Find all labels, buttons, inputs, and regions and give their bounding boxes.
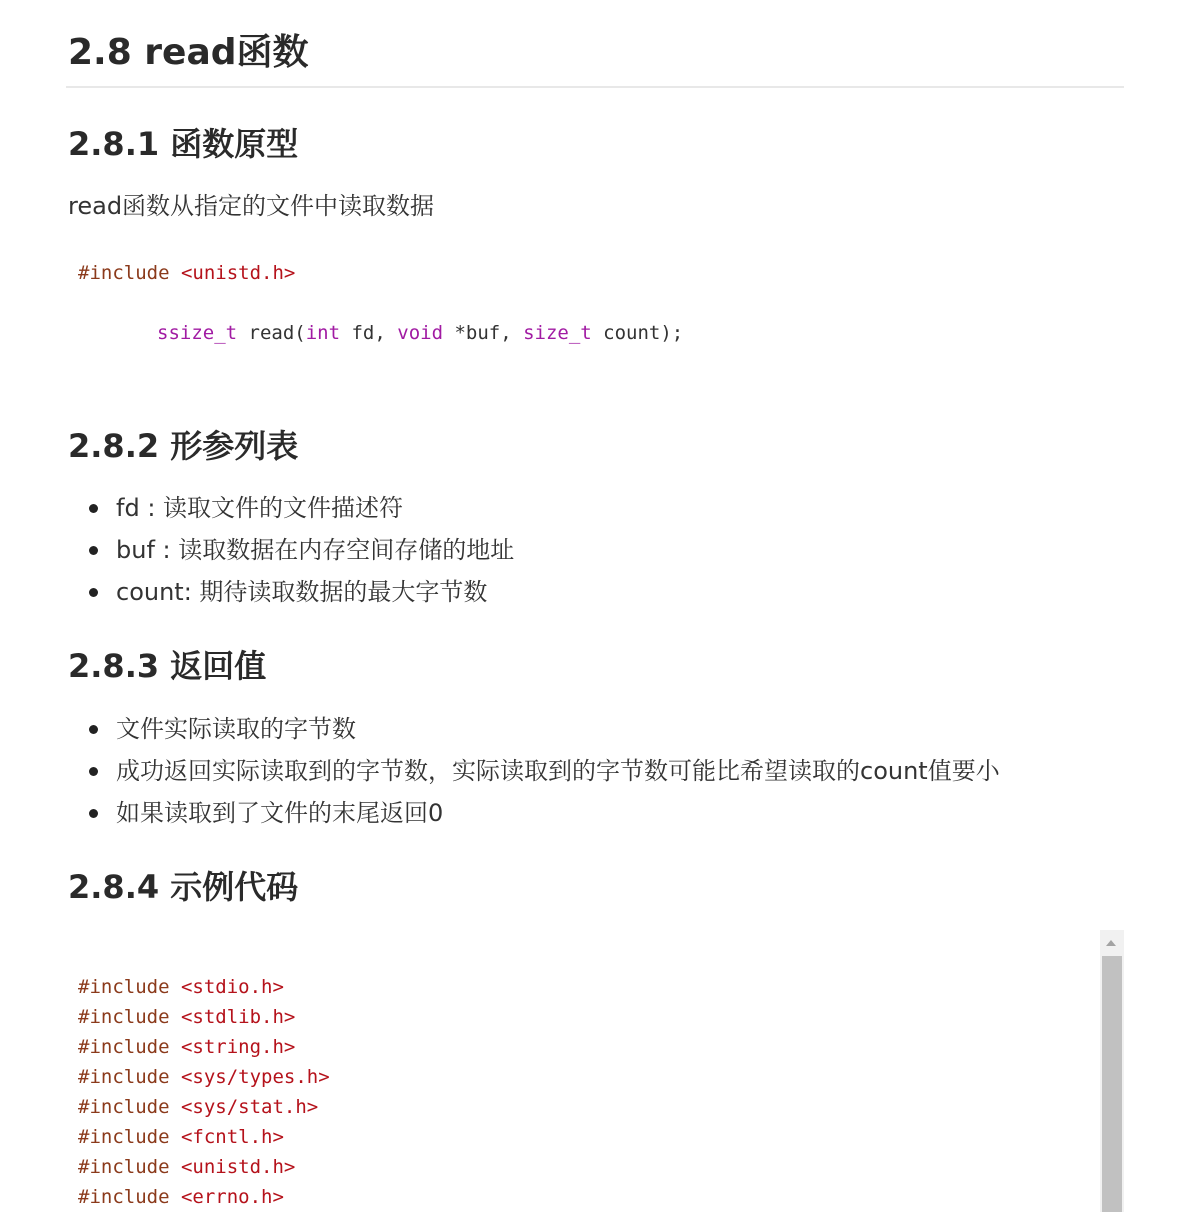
heading-returns: 2.8.3 返回值 xyxy=(68,647,267,685)
list-item: fd : 读取文件的文件描述符 xyxy=(68,487,514,529)
list-item: 成功返回实际读取到的字节数，实际读取到的字节数可能比希望读取的count值要小 xyxy=(68,750,1000,792)
code-param1-type: int xyxy=(305,322,341,344)
code-scrollbar[interactable] xyxy=(1100,930,1124,1212)
code-include-keyword: #include xyxy=(78,1006,170,1028)
code-include-keyword: #include xyxy=(78,1156,170,1178)
code-param2-name: *buf, xyxy=(443,322,524,344)
code-return-type: ssize_t xyxy=(157,322,238,344)
code-include-header: <unistd.h> xyxy=(180,262,296,284)
code-include-keyword: #include xyxy=(78,262,170,284)
code-include-keyword: #include xyxy=(78,1126,170,1148)
example-code-block[interactable] xyxy=(68,930,1124,1212)
prototype-signature xyxy=(157,318,683,348)
code-include-header: <fcntl.h> xyxy=(180,1126,284,1148)
scrollbar-thumb[interactable] xyxy=(1102,956,1122,1212)
heading-example: 2.8.4 示例代码 xyxy=(68,868,299,906)
code-include-header: <sys/stat.h> xyxy=(180,1096,319,1118)
code-param3-type: size_t xyxy=(523,322,592,344)
code-param2-type: void xyxy=(397,322,444,344)
code-include-keyword: #include xyxy=(78,1096,170,1118)
code-include-header: <sys/types.h> xyxy=(180,1066,330,1088)
code-function-name: read( xyxy=(237,322,306,344)
code-include-header: <stdio.h> xyxy=(180,976,284,998)
list-item: count: 期待读取数据的最大字节数 xyxy=(68,571,514,613)
code-include-keyword: #include xyxy=(78,1186,170,1208)
prototype-description: read函数从指定的文件中读取数据 xyxy=(68,192,435,220)
list-item: 如果读取到了文件的末尾返回0 xyxy=(68,792,1000,834)
code-include-header: <unistd.h> xyxy=(180,1156,296,1178)
returns-list xyxy=(68,708,1000,834)
heading-prototype: 2.8.1 函数原型 xyxy=(68,125,299,163)
example-code xyxy=(78,942,330,1212)
list-item: buf : 读取数据在内存空间存储的地址 xyxy=(68,529,514,571)
code-include-keyword: #include xyxy=(78,1036,170,1058)
code-include-header: <string.h> xyxy=(180,1036,296,1058)
params-list xyxy=(68,487,514,613)
prototype-code-block xyxy=(78,258,295,288)
article xyxy=(68,0,1124,1208)
code-include-keyword: #include xyxy=(78,976,170,998)
code-include-header: <errno.h> xyxy=(180,1186,284,1208)
scroll-up-arrow-icon[interactable] xyxy=(1106,940,1116,946)
code-param1-name: fd, xyxy=(340,322,398,344)
code-include-header: <stdlib.h> xyxy=(180,1006,296,1028)
list-item: 文件实际读取的字节数 xyxy=(68,708,1000,750)
page-title: 2.8 read函数 xyxy=(66,0,1124,88)
code-include-keyword: #include xyxy=(78,1066,170,1088)
code-param3-name: count); xyxy=(591,322,684,344)
heading-params: 2.8.2 形参列表 xyxy=(68,427,299,465)
